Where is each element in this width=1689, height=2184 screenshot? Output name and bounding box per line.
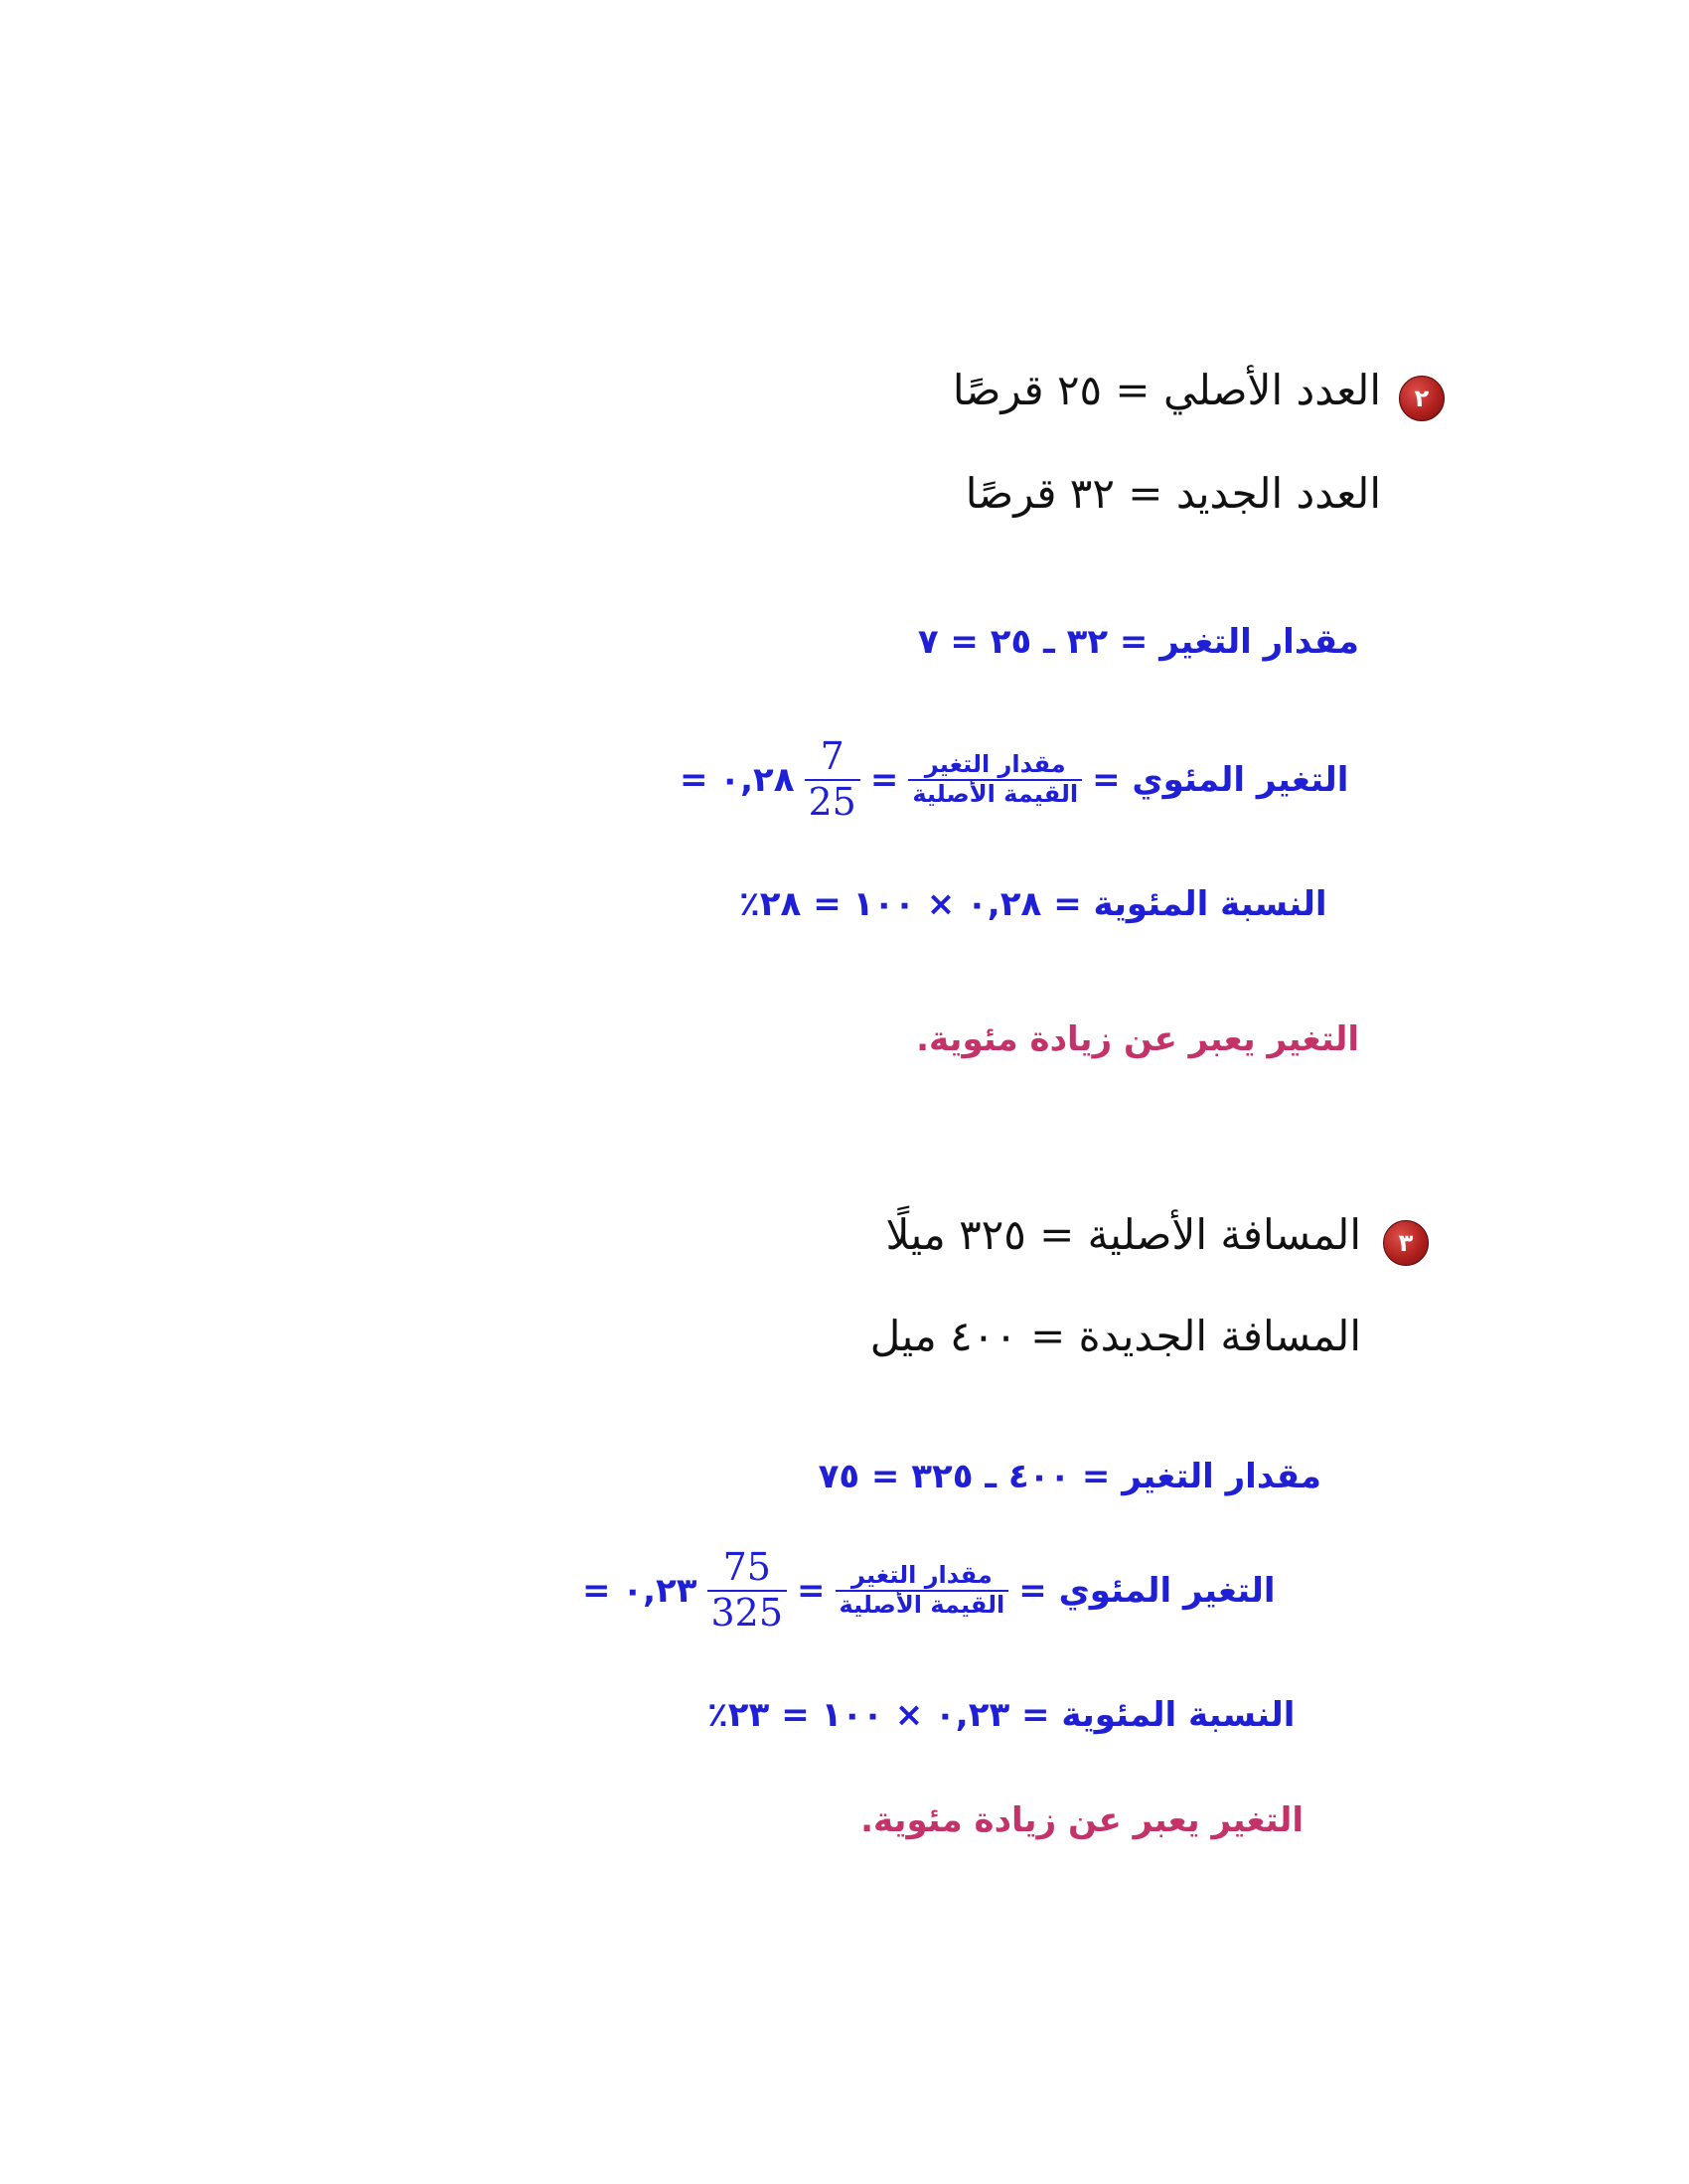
given-original-distance: المسافة الأصلية = ٣٢٥ ميلًا — [885, 1210, 1361, 1259]
equals-sign: = — [869, 759, 899, 800]
percent-change-result: = ٠,٢٣ — [582, 1570, 697, 1611]
percent-ratio-label: النسبة المئوية = ٠,٢٣ × ١٠٠ = — [781, 1695, 1296, 1735]
word-fraction-numerator: مقدار التغير — [851, 1561, 993, 1590]
fraction-numerator: 7 — [820, 734, 844, 778]
conclusion-text: التغير يعبر عن زيادة مئوية. — [860, 1800, 1304, 1840]
fraction-numerator: 75 — [722, 1545, 771, 1589]
fraction-denominator: 25 — [808, 779, 856, 824]
percent-change-equation — [582, 1546, 1276, 1635]
given-new-count: العدد الجديد = ٣٢ قرصًا — [965, 469, 1381, 518]
problem-number-badge — [1399, 376, 1445, 421]
amount-of-change: مقدار التغير = ٤٠٠ ـ ٣٢٥ = ٧٥ — [818, 1457, 1321, 1496]
conclusion-text: التغير يعبر عن زيادة مئوية. — [916, 1019, 1359, 1059]
word-fraction-denominator: القيمة الأصلية — [912, 779, 1079, 808]
equals-sign: = — [797, 1570, 826, 1611]
word-fraction — [908, 751, 1082, 808]
word-fraction — [836, 1562, 1009, 1619]
word-fraction-numerator: مقدار التغير — [924, 750, 1066, 779]
problem-number: ٢ — [1414, 385, 1430, 412]
given-new-distance: المسافة الجديدة = ٤٠٠ ميل — [869, 1312, 1361, 1360]
problem-number-badge — [1383, 1220, 1429, 1266]
percent-ratio-equation — [739, 884, 1327, 924]
fraction-denominator: 325 — [710, 1590, 784, 1635]
percent-change-label: التغير المئوي = — [1018, 1570, 1276, 1611]
numeric-fraction — [707, 1546, 788, 1635]
numeric-fraction — [805, 735, 860, 824]
percent-ratio-label: النسبة المئوية = — [1053, 884, 1327, 924]
word-fraction-denominator: القيمة الأصلية — [839, 1590, 1005, 1619]
problem-number: ٣ — [1398, 1229, 1414, 1257]
given-original-count: العدد الأصلي = ٢٥ قرصًا — [952, 366, 1381, 414]
amount-of-change: مقدار التغير = ٣٢ ـ ٢٥ = ٧ — [917, 622, 1359, 662]
percent-change-result: = ٠,٢٨ — [680, 759, 795, 800]
percent-ratio-result: ٢٨٪ — [739, 884, 802, 924]
percent-ratio-equation — [707, 1695, 1295, 1735]
percent-change-label: التغير المئوي = — [1092, 759, 1349, 800]
percent-ratio-result: ٢٣٪ — [707, 1695, 770, 1735]
percent-change-equation — [680, 735, 1348, 824]
percent-ratio-calc: ٠,٢٨ × ١٠٠ = — [813, 884, 1042, 924]
